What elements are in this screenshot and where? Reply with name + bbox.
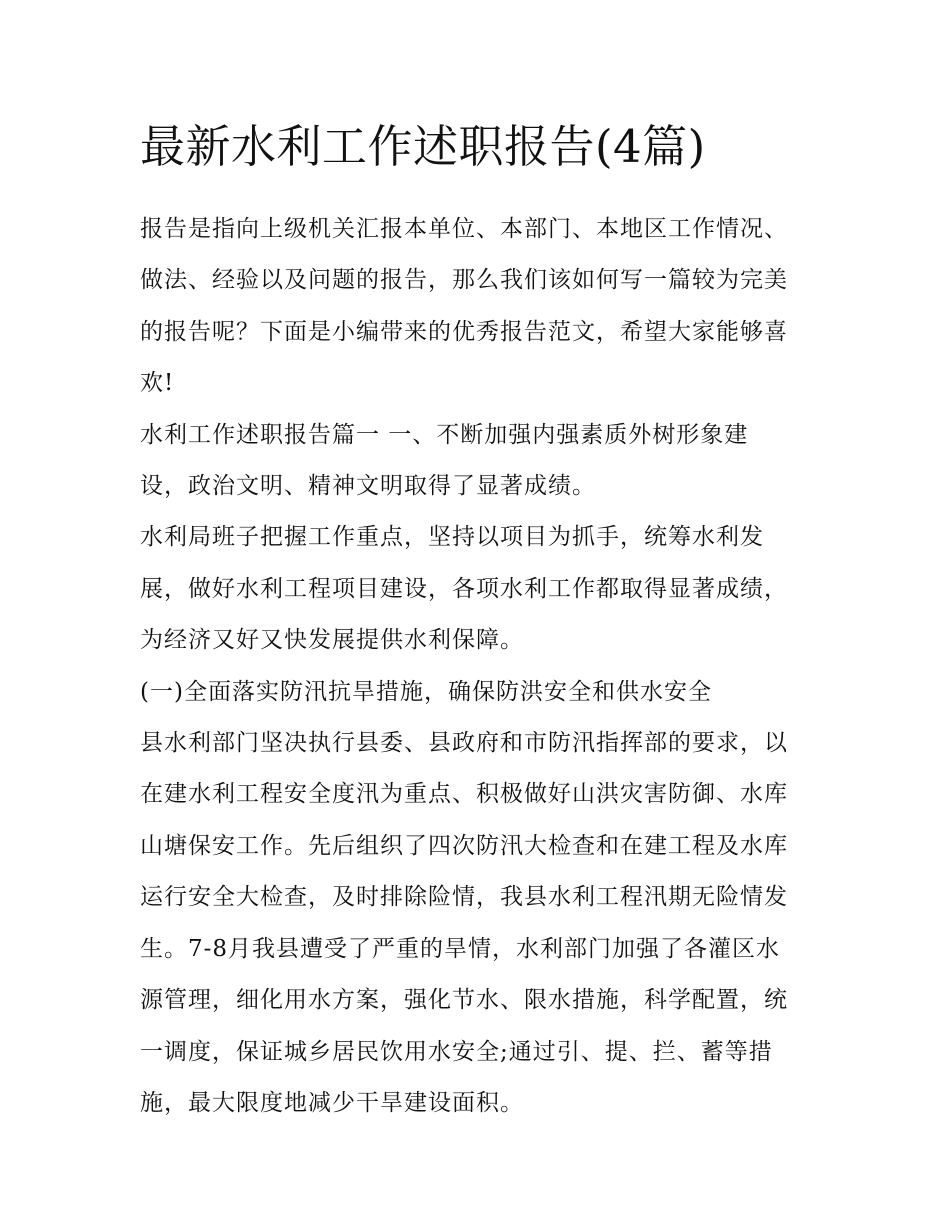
- text-line: 山塘保安工作。先后组织了四次防汛大检查和在建工程及水库: [140, 832, 788, 859]
- text-line: 水利局班子把握工作重点，坚持以项目为抓手，统筹水利发: [140, 524, 764, 551]
- text-line: 的报告呢？下面是小编带来的优秀报告范文，希望大家能够喜: [140, 318, 788, 345]
- paragraph-section-heading: [140, 410, 820, 513]
- text-line: 生。7-8月我县遭受了严重的旱情，水利部门加强了各灌区水: [140, 935, 781, 962]
- text-line: 报告是指向上级机关汇报本单位、本部门、本地区工作情况、: [140, 216, 788, 242]
- paragraph-subheading: [140, 667, 820, 718]
- text-line: 欢!: [140, 370, 175, 397]
- text-line: 为经济又好又快发展提供水利保障。: [140, 627, 524, 654]
- text-line: 在建水利工程安全度汛为重点、积极做好山洪灾害防御、水库: [140, 781, 788, 808]
- text-line: 做法、经验以及问题的报告，那么我们该如何写一篇较为完美: [140, 267, 788, 294]
- document-title: 最新水利工作述职报告(4篇): [140, 120, 706, 173]
- text-line: 源管理，细化用水方案，强化节水、限水措施，科学配置，统: [140, 987, 788, 1014]
- text-line: 施，最大限度地减少干旱建设面积。: [140, 1089, 524, 1116]
- paragraph-intro: [140, 204, 820, 410]
- text-line: 县水利部门坚决执行县委、县政府和市防汛指挥部的要求，以: [140, 730, 788, 757]
- text-line: 设，政治文明、精神文明取得了显著成绩。: [140, 473, 596, 500]
- document-body: [140, 204, 820, 1129]
- paragraph-summary: [140, 512, 820, 666]
- text-line: 运行安全大检查，及时排除险情，我县水利工程汛期无险情发: [140, 884, 788, 911]
- text-line: 一调度，保证城乡居民饮用水安全;通过引、提、拦、蓄等措: [140, 1038, 773, 1065]
- text-line: 水利工作述职报告篇一 一、不断加强内强素质外树形象建: [140, 421, 749, 448]
- text-line: 展，做好水利工程项目建设，各项水利工作都取得显著成绩，: [140, 575, 788, 602]
- paragraph-flood-control: [140, 718, 820, 1129]
- text-line: (一)全面落实防汛抗旱措施，确保防洪安全和供水安全: [140, 678, 712, 705]
